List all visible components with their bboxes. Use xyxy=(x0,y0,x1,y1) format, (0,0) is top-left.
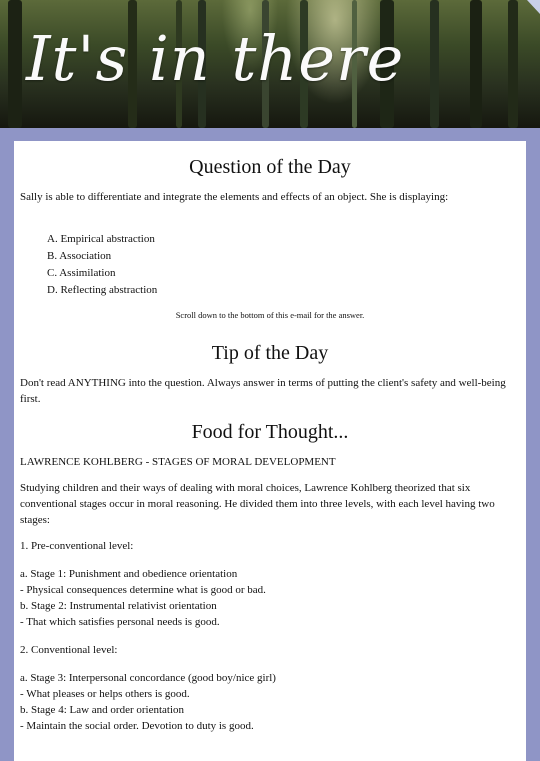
question-section xyxy=(20,141,520,323)
scroll-note: Scroll down to the bottom of this e-mail for the answer. xyxy=(175,310,365,320)
question-heading: Question of the Day xyxy=(189,156,351,178)
answer-options xyxy=(20,231,520,299)
tree-trunk xyxy=(8,0,22,128)
tip-text: Don't read ANYTHING into the question. Always answer in terms of putting the client's safety and well-being first. xyxy=(20,377,506,405)
header-banner xyxy=(0,0,540,128)
level-line: b. Stage 4: Law and order orientation xyxy=(20,704,185,716)
answer-option: B. Association xyxy=(47,250,112,262)
answer-option: A. Empirical abstraction xyxy=(47,233,155,245)
food-heading: Food for Thought... xyxy=(191,421,349,443)
level-line: - Physical consequences determine what is good or bad. xyxy=(20,584,266,596)
question-text: Sally is able to differentiate and integrate the elements and effects of an object. She is displaying: xyxy=(20,191,449,203)
food-subheading: LAWRENCE KOHLBERG - STAGES OF MORAL DEVELOPMENT xyxy=(20,456,336,468)
content-card xyxy=(14,141,526,761)
level-line: - That which satisfies personal needs is good. xyxy=(20,616,220,628)
tree-trunk xyxy=(508,0,518,128)
tip-section xyxy=(20,341,520,407)
tree-trunk xyxy=(470,0,482,128)
level-list xyxy=(20,566,520,630)
level-line: a. Stage 3: Interpersonal concordance (good boy/nice girl) xyxy=(20,672,276,684)
level-line: - Maintain the social order. Devotion to duty is good. xyxy=(20,720,254,732)
tree-trunk xyxy=(430,0,439,128)
site-title: It's in there xyxy=(26,22,405,95)
food-section xyxy=(20,420,520,734)
level-line: a. Stage 1: Punishment and obedience orientation xyxy=(20,568,238,580)
level-line: - What pleases or helps others is good. xyxy=(20,688,190,700)
level-line: b. Stage 2: Instrumental relativist orientation xyxy=(20,600,217,612)
level-list xyxy=(20,670,520,734)
level-title: 2. Conventional level: xyxy=(20,644,118,656)
food-intro: Studying children and their ways of dealing with moral choices, Lawrence Kohlberg theorized that six conventional stages occur in moral reasoning. He divided them into three levels, with each level having two stages: xyxy=(20,482,495,526)
tip-heading: Tip of the Day xyxy=(211,342,329,364)
answer-option: C. Assimilation xyxy=(47,267,116,279)
page-curl-corner xyxy=(520,0,540,14)
answer-option: D. Reflecting abstraction xyxy=(47,284,158,296)
level-title: 1. Pre-conventional level: xyxy=(20,540,134,552)
